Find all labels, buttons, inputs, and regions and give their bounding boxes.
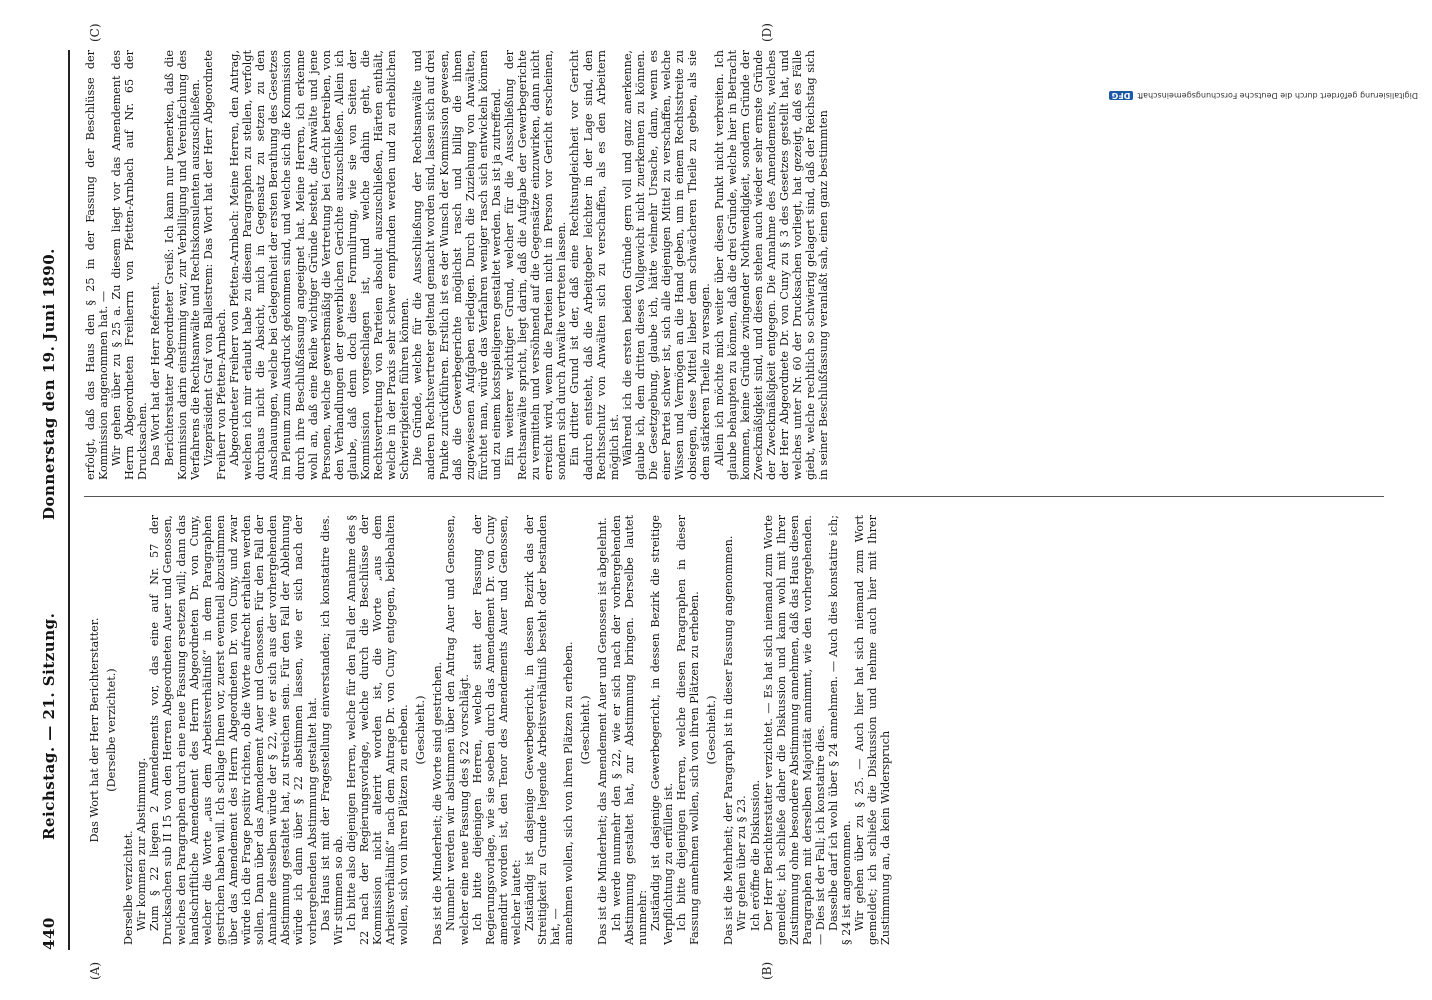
left-column-paragraph: Zum § 22 liegen 2 Amendements vor, das eine auf Nr. 57 der Drucksachen sub II 15 von den Herren Abgeordneten Auer und Genossen, welches den Paragraphen durch eine neue Fassung ersetzen will; dann das handschriftliche Amendement des Herrn Abgeordneten Dr. von Cuny, welcher die Worte „aus dem Arbeitsverhältniß“ in dem Paragraphen gestrichen haben will. Ich schlage Ihnen vor, zuerst eventuell abzustimmen über das Amendement des Herrn Abgeordneten Dr. von Cuny, und zwar würde ich die Frage positiv richten, ob die Worte aufrecht erhalten werden sollen. Dann über das Amendement Auer und Genossen. Für den Fall der Annahme desselben würde der § 22, wie er sich aus der vorhergehenden Abstimmung gestaltet hat, zu streichen sein. Für den Fall der Ablehnung würde ich dann über § 22 abstimmen lassen, wie er sich nach der vorhergehenden Abstimmung gestaltet hat. <box>148 515 319 945</box>
left-column-paragraph: Das Wort hat der Herr Berichterstatter. <box>88 617 101 843</box>
right-column-paragraph: Berichterstatter Abgeordneter Greiß: Ich kann nur bemerken, daß die Kommission darin einstimmig war, zur Verbilligung und Vereinfachung des Verfahrens die Rechtsanwälte und Rechtskonsulenten auszuschließen. <box>162 50 202 480</box>
digitization-credit <box>858 91 1418 100</box>
left-column-paragraph: Ich bitte diejenigen Herren, welche diesen Paragraphen in dieser Fassung annehmen wollen, sich von ihren Plätzen zu erheben. <box>675 515 702 945</box>
left-column-paragraph: (Geschieht.) <box>579 695 593 765</box>
page-header <box>40 50 70 950</box>
session-date: Donnerstag den 19. Juni 1890. <box>40 248 58 520</box>
left-column-paragraph: Ich bitte also diejenigen Herren, welche für den Fall der Annahme des § 22 nach der Regierungsvorlage, welche durch die Beschlüsse der Kommission nicht alterirt worden ist, die Worte „aus dem Arbeitsverhältniß“ nach dem Antrage Dr. von Cuny entgegen, beibehalten wollen, sich von ihren Plätzen zu erheben. <box>344 515 411 945</box>
left-column-paragraph: (Derselbe verzichtet.) <box>105 668 119 792</box>
right-column-paragraph: erfolgt, daß das Haus den § 25 in der Fassung der Beschlüsse der Kommission angenommen hat. — <box>84 50 111 480</box>
page-number: 440 <box>40 917 58 950</box>
right-column-paragraph: Vizepräsident Graf von Ballestrem: Das Wort hat der Herr Abgeordnete Freiherr von Pfetten-Arnbach. <box>201 50 228 480</box>
left-column-paragraph: Ich werde nunmehr den § 22, wie er sich nach der vorhergehenden Abstimmung gestaltet hat, zur Abstimmung bringen. Derselbe lautet nunmehr: <box>609 515 649 945</box>
right-column-paragraph: Abgeordneter Freiherr von Pfetten-Arnbach: Meine Herren, den Antrag, welchen ich mir erlaubt habe zu diesem Paragraphen zu stellen, verfolgt durchaus nicht die Absicht, mich in Gegensatz zu setzen zu den Anschauungen, welche bei Gelegenheit der ersten Berathung des Gesetzes im Plenum zum Ausdruck gekommen sind, und welche sich die Kommission durch ihre Beschlußfassung angeeignet hat. Meine Herren, ich erkenne wohl an, daß eine Reihe wichtiger Gründe besteht, die Anwälte und jene Personen, welche gewerbsmäßig die Vertretung bei Gericht betreiben, von den Verhandlungen der gewerblichen Gerichte auszuschließen. Allein ich glaube, daß denn doch diese Formulirung, wie sie von Seiten der Kommission vorgeschlagen ist, und welche dahin geht, die Rechtsvertretung von Parteien absolut auszuschließen, Härten enthält, welche in der Praxis sehr schwer empfunden werden und zu erheblichen Schwierigkeiten führen können. <box>228 50 412 480</box>
left-column-paragraph: annehmen wollen, sich von ihren Plätzen zu erheben. <box>562 641 576 945</box>
left-column-paragraph: Der Herr Berichterstatter verzichtet. — Es hat sich niemand zum Worte gemeldet; ich schließe daher die Diskussion und kann wohl mit Ihrer Zustimmung ohne besondere Abstimmung annehmen, daß das Haus diesen Paragraphen mit derselben Majorität annimmt, wie den vorhergehenden. — Dies ist der Fall; ich konstatire dies. <box>761 515 827 945</box>
left-column-paragraph: Das Haus ist mit der Fragestellung einverstanden; ich konstatire dies. Wir stimmen so ab. <box>318 515 345 945</box>
left-text-column <box>84 515 1384 945</box>
left-column-paragraph: Das ist die Mehrheit; der Paragraph ist in dieser Fassung angenommen. <box>722 535 736 945</box>
right-column-paragraph: Ein weiterer wichtiger Grund, welcher für die Ausschließung der Rechtsanwälte spricht, liegt darin, daß die Aufgabe der Gewerbegerichte zu vermitteln und versöhnend auf die Gegensätze einzuwirken, dann nicht erreicht wird, wenn die Parteien nicht in Person vor Gericht erscheinen, sondern sich durch Anwälte vertreten lassen. <box>503 50 569 480</box>
left-column-paragraph: Ich eröffne die Diskussion. <box>748 779 762 931</box>
margin-marker-c: (C) <box>88 23 102 42</box>
left-column-paragraph: Ich bitte diejenigen Herren, welche statt der Fassung der Regierungsvorlage, wie sie soeben durch das Amendement Dr. von Cuny amendirt worden ist, den Tenor des Amendements Auer und Genossen, welcher lautet: <box>470 515 523 945</box>
left-column-paragraph: Das ist die Minderheit; die Worte sind gestrichen. <box>431 661 445 945</box>
left-column-paragraph: Zuständig ist dasjenige Gewerbegericht, in dessen Bezirk die streitige Verpflichtung zu erfüllen ist. <box>648 515 675 945</box>
right-column-paragraph: Während ich die ersten beiden Gründe gern voll und ganz anerkenne, glaube ich, dem dritten dieses Vollgewicht nicht zuerkennen zu können. Die Gesetzgebung, glaube ich, hätte vielmehr Ursache, dann, wenn es einer Partei schwer ist, sich alle diejenigen Mittel zu verschaffen, welche Wissen und Vermögen an die Hand geben, um in einem Rechtsstreite zu obsiegen, diese Mittel lieber dem schwächeren Theile zu geben, als sie dem stärkeren Theile zu versagen. <box>620 50 713 480</box>
dfg-logo: DFG <box>1109 91 1134 100</box>
column-divider <box>84 496 1384 497</box>
margin-marker-b: (B) <box>760 961 774 980</box>
right-text-column <box>84 50 1384 480</box>
right-column-paragraph: Die Gründe, welche für die Ausschließung der Rechtsanwälte und anderen Rechtsvertreter geltend gemacht worden sind, lassen sich auf drei Punkte zurückführen. Erstlich ist es der Wunsch der Kommission gewesen, daß die Gewerbegerichte möglichst rasch und billig die ihnen zugewiesenen Aufgaben erledigen. Durch die Zuziehung von Anwälten, fürchtet man, würde das Verfahren weniger rasch sich entwickeln können und zu einem kostspieligeren gestaltet werden. Das ist ja zutreffend. <box>411 50 503 480</box>
left-column-paragraph: (Geschieht.) <box>414 695 428 765</box>
left-column-paragraph: (Geschieht.) <box>705 695 719 765</box>
margin-marker-a: (A) <box>88 961 102 980</box>
right-column-paragraph: Ein dritter Grund ist der, daß eine Rechtsungleichheit vor Gericht dadurch entsteht, daß die Arbeitgeber leichter in der Lage sind, den Rechtsschutz von Anwälten sich zu verschaffen, als es den Arbeitern möglich ist. <box>568 50 621 480</box>
right-column-paragraph: Das Wort hat der Herr Referent. <box>149 281 163 466</box>
left-column-paragraph: Zuständig ist dasjenige Gewerbegericht, in dessen Bezirk das der Streitigkeit zu Grunde liegende Arbeitsverhältniß besteht oder bestanden hat, — <box>523 515 563 945</box>
left-column-paragraph: Wir kommen zur Abstimmung. <box>135 757 149 931</box>
left-column-paragraph: Wir gehen über zu § 23. <box>735 795 749 931</box>
margin-marker-d: (D) <box>760 23 774 42</box>
page-title: Reichstag. — 21. Sitzung. <box>40 612 58 840</box>
header-rule <box>68 50 70 950</box>
left-column-paragraph: Nunmehr werden wir abstimmen über den Antrag Auer und Genossen, welcher eine neue Fassung des § 22 vorschlägt. <box>444 515 471 945</box>
left-column-paragraph: Das ist die Minderheit; das Amendement Auer und Genossen ist abgelehnt. <box>596 517 610 945</box>
left-column-paragraph: Dasselbe darf ich wohl über § 24 annehmen. — Auch dies konstatire ich; § 24 ist angenommen. <box>827 515 854 945</box>
right-column-paragraph: Wir gehen über zu § 25 a. Zu diesem liegt vor das Amendement des Herrn Abgeordneten Freiherrn von Pfetten-Arnbach auf Nr. 65 der Drucksachen. <box>110 50 150 480</box>
left-column-paragraph: Derselbe verzichtet. <box>122 830 136 945</box>
left-column-paragraph: Wir gehen über zu § 25. — Auch hier hat sich niemand zum Wort gemeldet; ich schließe die Diskussion und nehme auch hier mit Ihrer Zustimmung an, da kein Widerspruch <box>853 515 893 945</box>
digitization-credit-text: Digitalisierung gefördert durch die Deutsche Forschungsgemeinschaft <box>1137 91 1418 100</box>
right-column-paragraph: Allein ich möchte mich weiter über diesen Punkt nicht verbreiten. Ich glaube behaupten zu können, daß die drei Gründe, welche hier in Betracht kommen, keine Gründe zwingender Nothwendigkeit, sondern Gründe der Zweckmäßigkeit sind, und diesen stehen auch wieder sehr ernste Gründe der Zweckmäßigkeit entgegen. Die Annahme des Amendements, welches der Herr Abgeordnete Dr. von Cuny zu § 3 des Gesetzes gestellt hat, und welches unter Nr. 60 der Drucksachen vorliegt, hat gezeigt, daß es Fälle giebt, welche rechtlich so schwierig gelagert sind, daß der Reichstag sich in seiner Beschlußfassung veranlaßt sah, einen ganz bestimmten <box>712 50 831 480</box>
